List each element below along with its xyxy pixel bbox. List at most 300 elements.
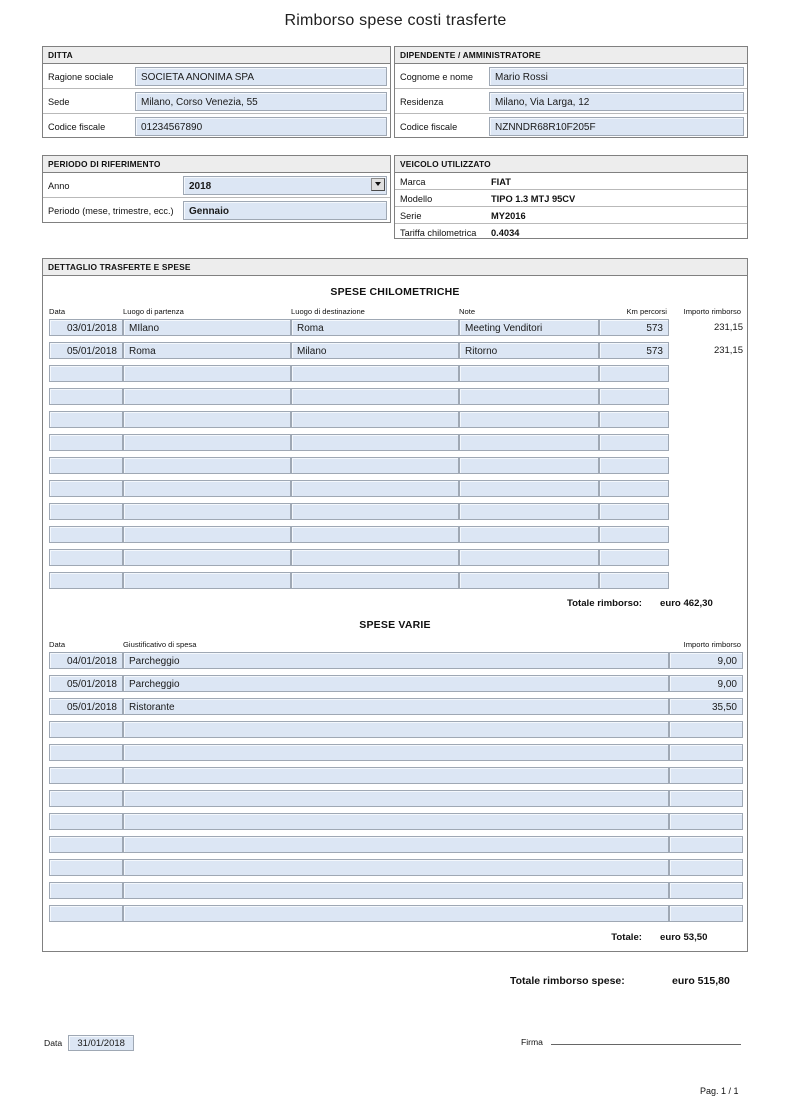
table-cell xyxy=(599,316,669,339)
grand-total-value: euro 515,80 xyxy=(672,975,730,987)
table-cell xyxy=(123,362,291,385)
column-header-partenza: Luogo di partenza xyxy=(123,307,184,316)
signature-group xyxy=(521,1037,741,1047)
mileage-notes-input-10[interactable] xyxy=(459,549,599,566)
table-cell xyxy=(291,408,459,431)
table-cell xyxy=(669,833,743,856)
table-cell xyxy=(291,339,459,362)
mileage-km-input-4[interactable] xyxy=(599,411,669,428)
vehicle-field-label: Marca xyxy=(400,176,426,187)
table-cell xyxy=(291,500,459,523)
mileage-destination-input-6[interactable] xyxy=(291,457,459,474)
table-cell xyxy=(599,569,669,592)
other-total-value: euro 53,50 xyxy=(660,932,708,943)
table-cell xyxy=(49,879,123,902)
vehicle-field-label: Serie xyxy=(400,210,422,221)
table-cell xyxy=(291,569,459,592)
table-cell xyxy=(123,569,291,592)
table-cell xyxy=(669,649,743,672)
company-address-input[interactable]: Milano, Corso Venezia, 55 xyxy=(135,92,387,111)
table-row xyxy=(49,787,743,810)
expense-amount-input-3[interactable] xyxy=(669,721,743,738)
table-cell xyxy=(49,431,123,454)
employee-field-label: Residenza xyxy=(400,96,444,107)
mileage-destination-input-7[interactable] xyxy=(291,480,459,497)
footer-date-group xyxy=(44,1035,134,1051)
mileage-origin-input-1[interactable]: Roma xyxy=(123,342,291,359)
mileage-origin-input-3[interactable] xyxy=(123,388,291,405)
table-row xyxy=(49,856,743,879)
employee-panel-header: DIPENDENTE / AMMINISTRATORE xyxy=(395,47,747,64)
table-cell xyxy=(49,569,123,592)
mileage-amount-2 xyxy=(669,362,743,385)
table-cell xyxy=(49,810,123,833)
table-row xyxy=(49,672,743,695)
table-cell xyxy=(123,454,291,477)
expense-date-input-1[interactable]: 05/01/2018 xyxy=(49,675,123,692)
table-cell xyxy=(459,362,599,385)
period-month-row xyxy=(43,198,390,223)
table-cell xyxy=(599,477,669,500)
mileage-notes-input-5[interactable] xyxy=(459,434,599,451)
table-cell xyxy=(599,339,669,362)
table-cell xyxy=(599,500,669,523)
mileage-origin-input-10[interactable] xyxy=(123,549,291,566)
table-cell xyxy=(459,500,599,523)
table-cell xyxy=(123,546,291,569)
mileage-date-input-7[interactable] xyxy=(49,480,123,497)
mileage-origin-input-8[interactable] xyxy=(123,503,291,520)
other-expenses-table xyxy=(49,640,743,925)
expense-date-input-7[interactable] xyxy=(49,813,123,830)
mileage-date-input-8[interactable] xyxy=(49,503,123,520)
page-title: Rimborso spese costi trasferte xyxy=(284,12,507,29)
expense-date-input-6[interactable] xyxy=(49,790,123,807)
mileage-date-input-1[interactable]: 05/01/2018 xyxy=(49,342,123,359)
table-cell xyxy=(49,764,123,787)
mileage-total-label: Totale rimborso: xyxy=(567,598,642,609)
table-cell xyxy=(291,362,459,385)
table-cell xyxy=(49,454,123,477)
expense-description-input-11[interactable] xyxy=(123,905,669,922)
expense-date-input-3[interactable] xyxy=(49,721,123,738)
table-row xyxy=(49,546,743,569)
mileage-origin-input-0[interactable]: MIlano xyxy=(123,319,291,336)
chevron-down-icon[interactable] xyxy=(371,178,385,191)
mileage-amount-1: 231,15 xyxy=(713,345,743,356)
other-total-label: Totale: xyxy=(611,932,642,943)
employee-tax-code-input[interactable]: NZNNDR68R10F205F xyxy=(489,117,744,136)
mileage-date-input-11[interactable] xyxy=(49,572,123,589)
vehicle-field-row xyxy=(395,224,747,241)
other-section-title: SPESE VARIE xyxy=(359,619,431,631)
table-row xyxy=(49,649,743,672)
table-cell xyxy=(669,718,743,741)
expense-description-input-2[interactable]: Ristorante xyxy=(123,698,669,715)
mileage-km-input-7[interactable] xyxy=(599,480,669,497)
mileage-notes-input-4[interactable] xyxy=(459,411,599,428)
mileage-total-value: euro 462,30 xyxy=(660,598,713,609)
table-row xyxy=(49,431,743,454)
footer-date-label: Data xyxy=(44,1038,63,1048)
table-cell xyxy=(49,316,123,339)
mileage-origin-input-11[interactable] xyxy=(123,572,291,589)
table-row xyxy=(49,408,743,431)
mileage-amount-9 xyxy=(669,523,743,546)
mileage-destination-input-3[interactable] xyxy=(291,388,459,405)
mileage-origin-input-5[interactable] xyxy=(123,434,291,451)
mileage-table-header-row xyxy=(49,307,743,316)
table-cell xyxy=(49,523,123,546)
mileage-amount-0: 231,15 xyxy=(713,322,743,333)
employee-field-row xyxy=(395,114,747,139)
company-field-label: Ragione sociale xyxy=(48,71,114,82)
expense-date-input-4[interactable] xyxy=(49,744,123,761)
table-cell xyxy=(123,339,291,362)
employee-residence-input[interactable]: Milano, Via Larga, 12 xyxy=(489,92,744,111)
table-cell xyxy=(669,695,743,718)
mileage-amount-5 xyxy=(669,431,743,454)
table-cell xyxy=(49,833,123,856)
expense-amount-input-10[interactable] xyxy=(669,882,743,899)
expense-amount-input-9[interactable] xyxy=(669,859,743,876)
mileage-amount-6 xyxy=(669,454,743,477)
mileage-km-input-3[interactable] xyxy=(599,388,669,405)
table-cell xyxy=(123,833,669,856)
column-header-data: Data xyxy=(49,640,66,649)
expense-amount-input-11[interactable] xyxy=(669,905,743,922)
table-cell xyxy=(669,764,743,787)
mileage-notes-input-3[interactable] xyxy=(459,388,599,405)
expense-date-input-8[interactable] xyxy=(49,836,123,853)
column-header-destinazione: Luogo di destinazione xyxy=(291,307,365,316)
expense-amount-input-1[interactable]: 9,00 xyxy=(669,675,743,692)
column-header-note: Note xyxy=(459,307,476,316)
company-name-input[interactable]: SOCIETA ANONIMA SPA xyxy=(135,67,387,86)
vehicle-model-value: TIPO 1.3 MTJ 95CV xyxy=(491,193,576,204)
table-cell xyxy=(123,408,291,431)
table-row xyxy=(49,879,743,902)
mileage-destination-input-4[interactable] xyxy=(291,411,459,428)
table-cell xyxy=(123,477,291,500)
table-row xyxy=(49,362,743,385)
vehicle-field-label: Modello xyxy=(400,193,433,204)
table-cell xyxy=(291,546,459,569)
table-cell xyxy=(291,431,459,454)
company-field-row xyxy=(43,114,390,139)
signature-line[interactable] xyxy=(551,1043,741,1045)
table-cell xyxy=(669,902,743,925)
employee-panel xyxy=(394,46,748,138)
expense-date-input-2[interactable]: 05/01/2018 xyxy=(49,698,123,715)
table-row xyxy=(49,718,743,741)
expense-description-input-10[interactable] xyxy=(123,882,669,899)
mileage-notes-input-6[interactable] xyxy=(459,457,599,474)
mileage-section-title: SPESE CHILOMETRICHE xyxy=(330,286,460,298)
mileage-km-input-8[interactable] xyxy=(599,503,669,520)
vehicle-field-row xyxy=(395,173,747,190)
other-total-row xyxy=(49,932,741,943)
company-tax-code-input[interactable]: 01234567890 xyxy=(135,117,387,136)
table-cell xyxy=(599,546,669,569)
expense-date-input-0[interactable]: 04/01/2018 xyxy=(49,652,123,669)
table-cell xyxy=(669,672,743,695)
table-cell xyxy=(123,902,669,925)
expense-description-input-1[interactable]: Parcheggio xyxy=(123,675,669,692)
mileage-notes-input-9[interactable] xyxy=(459,526,599,543)
table-cell xyxy=(459,408,599,431)
column-header-giustificativo: Giustificativo di spesa xyxy=(123,640,197,649)
mileage-km-input-11[interactable] xyxy=(599,572,669,589)
mileage-notes-input-8[interactable] xyxy=(459,503,599,520)
expense-amount-input-2[interactable]: 35,50 xyxy=(669,698,743,715)
table-row xyxy=(49,902,743,925)
period-month-label: Periodo (mese, trimestre, ecc.) xyxy=(48,206,174,216)
table-cell xyxy=(123,879,669,902)
mileage-notes-input-2[interactable] xyxy=(459,365,599,382)
mileage-km-input-10[interactable] xyxy=(599,549,669,566)
table-cell xyxy=(599,454,669,477)
expense-description-input-3[interactable] xyxy=(123,721,669,738)
mileage-destination-input-10[interactable] xyxy=(291,549,459,566)
expense-amount-input-7[interactable] xyxy=(669,813,743,830)
table-cell xyxy=(459,546,599,569)
table-cell xyxy=(459,523,599,546)
table-cell xyxy=(123,672,669,695)
mileage-amount-8 xyxy=(669,500,743,523)
mileage-destination-input-5[interactable] xyxy=(291,434,459,451)
table-row xyxy=(49,500,743,523)
table-cell xyxy=(599,431,669,454)
table-row xyxy=(49,316,743,339)
column-header-km: Km percorsi xyxy=(626,307,667,316)
mileage-notes-input-7[interactable] xyxy=(459,480,599,497)
vehicle-panel xyxy=(394,155,748,239)
table-row xyxy=(49,569,743,592)
table-cell xyxy=(291,385,459,408)
employee-field-row xyxy=(395,89,747,114)
expense-amount-input-6[interactable] xyxy=(669,790,743,807)
expense-description-input-7[interactable] xyxy=(123,813,669,830)
period-year-row xyxy=(43,173,390,198)
mileage-amount-7 xyxy=(669,477,743,500)
column-header-importo: Importo rimborso xyxy=(683,307,741,316)
table-cell xyxy=(291,523,459,546)
mileage-amount-3 xyxy=(669,385,743,408)
table-cell xyxy=(123,787,669,810)
vehicle-field-row xyxy=(395,207,747,224)
table-cell xyxy=(49,695,123,718)
table-cell xyxy=(599,385,669,408)
expense-amount-input-8[interactable] xyxy=(669,836,743,853)
table-cell xyxy=(49,408,123,431)
mileage-date-input-6[interactable] xyxy=(49,457,123,474)
table-row xyxy=(49,385,743,408)
mileage-date-input-0[interactable]: 03/01/2018 xyxy=(49,319,123,336)
table-cell xyxy=(123,810,669,833)
expense-date-input-5[interactable] xyxy=(49,767,123,784)
expense-date-input-9[interactable] xyxy=(49,859,123,876)
mileage-destination-input-1[interactable]: Milano xyxy=(291,342,459,359)
table-cell xyxy=(459,385,599,408)
mileage-origin-input-7[interactable] xyxy=(123,480,291,497)
employee-name-input[interactable]: Mario Rossi xyxy=(489,67,744,86)
table-row xyxy=(49,477,743,500)
mileage-destination-input-11[interactable] xyxy=(291,572,459,589)
mileage-amount-10 xyxy=(669,546,743,569)
table-cell xyxy=(49,902,123,925)
table-row xyxy=(49,454,743,477)
table-row xyxy=(49,695,743,718)
table-cell xyxy=(49,856,123,879)
table-cell xyxy=(459,316,599,339)
signature-label: Firma xyxy=(521,1037,543,1047)
period-month-input[interactable]: Gennaio xyxy=(183,201,387,220)
mileage-date-input-9[interactable] xyxy=(49,526,123,543)
mileage-origin-input-6[interactable] xyxy=(123,457,291,474)
table-cell xyxy=(49,362,123,385)
table-cell xyxy=(459,477,599,500)
table-cell xyxy=(459,454,599,477)
grand-total-label: Totale rimborso spese: xyxy=(510,975,625,987)
table-cell xyxy=(123,695,669,718)
table-cell xyxy=(49,500,123,523)
table-cell xyxy=(123,523,291,546)
mileage-date-input-5[interactable] xyxy=(49,434,123,451)
mileage-origin-input-9[interactable] xyxy=(123,526,291,543)
table-cell xyxy=(669,741,743,764)
table-row xyxy=(49,523,743,546)
company-field-label: Sede xyxy=(48,96,70,107)
vehicle-rate-value: 0.4034 xyxy=(491,228,520,238)
detail-panel xyxy=(42,258,748,952)
period-year-label: Anno xyxy=(48,180,70,191)
mileage-notes-input-0[interactable]: Meeting Venditori xyxy=(459,319,599,336)
expense-description-input-8[interactable] xyxy=(123,836,669,853)
table-cell xyxy=(123,764,669,787)
table-cell xyxy=(123,741,669,764)
table-row xyxy=(49,810,743,833)
expense-description-input-6[interactable] xyxy=(123,790,669,807)
employee-field-label: Codice fiscale xyxy=(400,122,458,132)
table-cell xyxy=(291,454,459,477)
table-cell xyxy=(49,339,123,362)
year-select[interactable]: 2018 xyxy=(183,176,387,195)
table-cell xyxy=(123,649,669,672)
company-field-row xyxy=(43,89,390,114)
table-cell xyxy=(669,879,743,902)
employee-field-label: Cognome e nome xyxy=(400,71,474,82)
table-cell xyxy=(49,672,123,695)
mileage-date-input-4[interactable] xyxy=(49,411,123,428)
footer-date-input[interactable]: 31/01/2018 xyxy=(68,1035,134,1051)
expense-date-input-10[interactable] xyxy=(49,882,123,899)
mileage-table xyxy=(49,307,743,592)
column-header-importo: Importo rimborso xyxy=(683,640,741,649)
vehicle-series-value: MY2016 xyxy=(491,210,526,221)
expense-amount-input-4[interactable] xyxy=(669,744,743,761)
table-cell xyxy=(49,477,123,500)
mileage-destination-input-9[interactable] xyxy=(291,526,459,543)
expense-description-input-0[interactable]: Parcheggio xyxy=(123,652,669,669)
company-panel xyxy=(42,46,391,138)
mileage-km-input-5[interactable] xyxy=(599,434,669,451)
table-cell xyxy=(123,500,291,523)
table-cell xyxy=(123,718,669,741)
mileage-date-input-10[interactable] xyxy=(49,549,123,566)
mileage-km-input-6[interactable] xyxy=(599,457,669,474)
mileage-origin-input-4[interactable] xyxy=(123,411,291,428)
column-header-data: Data xyxy=(49,307,66,316)
table-cell xyxy=(599,408,669,431)
expense-description-input-5[interactable] xyxy=(123,767,669,784)
table-cell xyxy=(599,523,669,546)
table-cell xyxy=(291,477,459,500)
table-cell xyxy=(49,385,123,408)
mileage-notes-input-11[interactable] xyxy=(459,572,599,589)
table-cell xyxy=(49,546,123,569)
table-cell xyxy=(599,362,669,385)
mileage-notes-input-1[interactable]: Ritorno xyxy=(459,342,599,359)
mileage-destination-input-8[interactable] xyxy=(291,503,459,520)
page-number: Pag. 1 / 1 xyxy=(700,1086,739,1096)
table-cell xyxy=(669,810,743,833)
vehicle-field-row xyxy=(395,190,747,207)
mileage-km-input-9[interactable] xyxy=(599,526,669,543)
mileage-km-input-1[interactable]: 573 xyxy=(599,342,669,359)
table-cell xyxy=(669,787,743,810)
table-row xyxy=(49,741,743,764)
table-cell xyxy=(49,718,123,741)
mileage-km-input-2[interactable] xyxy=(599,365,669,382)
mileage-date-input-3[interactable] xyxy=(49,388,123,405)
table-cell xyxy=(123,856,669,879)
table-cell xyxy=(291,316,459,339)
table-cell xyxy=(669,856,743,879)
period-panel-header: PERIODO DI RIFERIMENTO xyxy=(43,156,390,173)
mileage-destination-input-2[interactable] xyxy=(291,365,459,382)
other-table-header-row xyxy=(49,640,743,649)
vehicle-brand-value: FIAT xyxy=(491,176,511,187)
mileage-km-input-0[interactable]: 573 xyxy=(599,319,669,336)
vehicle-panel-header: VEICOLO UTILIZZATO xyxy=(395,156,747,173)
table-row xyxy=(49,339,743,362)
table-cell xyxy=(123,431,291,454)
vehicle-field-label: Tariffa chilometrica xyxy=(400,228,477,238)
expense-date-input-11[interactable] xyxy=(49,905,123,922)
company-field-label: Codice fiscale xyxy=(48,122,106,132)
mileage-origin-input-2[interactable] xyxy=(123,365,291,382)
table-cell xyxy=(123,316,291,339)
table-cell xyxy=(459,569,599,592)
table-cell xyxy=(49,649,123,672)
company-panel-header: DITTA xyxy=(43,47,390,64)
mileage-date-input-2[interactable] xyxy=(49,365,123,382)
expense-amount-input-0[interactable]: 9,00 xyxy=(669,652,743,669)
expense-amount-input-5[interactable] xyxy=(669,767,743,784)
employee-field-row xyxy=(395,64,747,89)
expense-description-input-9[interactable] xyxy=(123,859,669,876)
mileage-amount-4 xyxy=(669,408,743,431)
table-cell xyxy=(49,741,123,764)
table-cell xyxy=(459,431,599,454)
expense-description-input-4[interactable] xyxy=(123,744,669,761)
detail-panel-header: DETTAGLIO TRASFERTE E SPESE xyxy=(43,259,747,276)
table-cell xyxy=(459,339,599,362)
mileage-destination-input-0[interactable]: Roma xyxy=(291,319,459,336)
company-field-row xyxy=(43,64,390,89)
mileage-total-row xyxy=(49,598,741,609)
